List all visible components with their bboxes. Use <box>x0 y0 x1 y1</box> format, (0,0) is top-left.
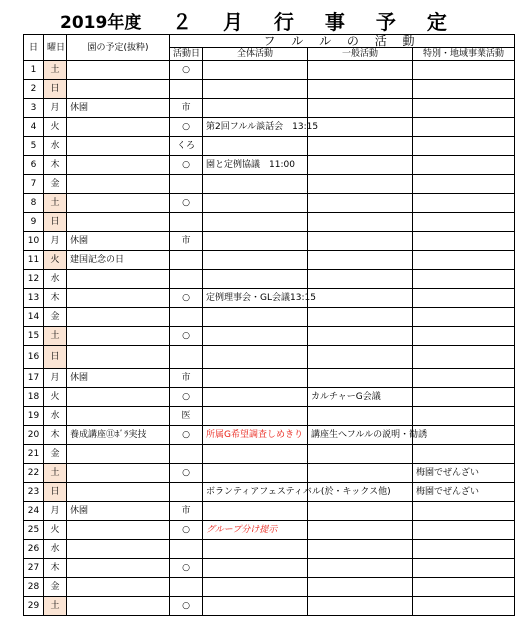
cell-special-activities <box>413 99 515 118</box>
cell-day: 2 <box>24 80 44 99</box>
cell-general-activities <box>308 464 413 483</box>
cell-special-activities <box>413 156 515 175</box>
cell-kindergarten <box>67 213 170 232</box>
cell-kindergarten <box>67 61 170 80</box>
cell-kindergarten <box>67 194 170 213</box>
cell-day: 16 <box>24 346 44 369</box>
cell-weekday: 火 <box>44 521 67 540</box>
cell-weekday: 月 <box>44 502 67 521</box>
cell-general-activities <box>308 61 413 80</box>
table-row <box>24 540 515 559</box>
cell-activity-day: くろ <box>170 137 203 156</box>
cell-activity-day: ○ <box>170 388 203 407</box>
cell-special-activities <box>413 118 515 137</box>
cell-all-activities <box>203 540 308 559</box>
cell-activity-day <box>170 483 203 502</box>
cell-special-activities <box>413 194 515 213</box>
cell-day: 13 <box>24 289 44 308</box>
schedule-body <box>24 61 515 616</box>
cell-weekday: 日 <box>44 213 67 232</box>
cell-weekday: 土 <box>44 327 67 346</box>
cell-kindergarten <box>67 388 170 407</box>
cell-general-activities <box>308 137 413 156</box>
table-row <box>24 80 515 99</box>
cell-kindergarten <box>67 308 170 327</box>
table-row <box>24 194 515 213</box>
cell-general-activities <box>308 156 413 175</box>
cell-weekday: 日 <box>44 80 67 99</box>
cell-general-activities: カルチャーG会議 <box>308 388 413 407</box>
cell-special-activities <box>413 445 515 464</box>
table-row <box>24 327 515 346</box>
schedule-table <box>23 34 515 616</box>
cell-activity-day: ○ <box>170 194 203 213</box>
table-row <box>24 388 515 407</box>
cell-general-activities <box>308 369 413 388</box>
table-row <box>24 308 515 327</box>
cell-general-activities <box>308 445 413 464</box>
cell-kindergarten <box>67 327 170 346</box>
cell-special-activities <box>413 175 515 194</box>
cell-activity-day: 市 <box>170 369 203 388</box>
cell-weekday: 土 <box>44 61 67 80</box>
table-row <box>24 483 515 502</box>
cell-general-activities <box>308 118 413 137</box>
cell-kindergarten <box>67 137 170 156</box>
cell-special-activities <box>413 346 515 369</box>
cell-weekday: 金 <box>44 308 67 327</box>
table-row <box>24 61 515 80</box>
cell-special-activities <box>413 251 515 270</box>
table-row <box>24 597 515 616</box>
cell-special-activities <box>413 407 515 426</box>
cell-all-activities <box>203 175 308 194</box>
table-row <box>24 137 515 156</box>
cell-all-activities <box>203 99 308 118</box>
cell-all-activities <box>203 445 308 464</box>
table-row <box>24 464 515 483</box>
table-row <box>24 213 515 232</box>
cell-activity-day: ○ <box>170 426 203 445</box>
table-row <box>24 559 515 578</box>
cell-kindergarten <box>67 289 170 308</box>
cell-day: 15 <box>24 327 44 346</box>
cell-all-activities <box>203 407 308 426</box>
cell-activity-day <box>170 578 203 597</box>
cell-all-activities <box>203 80 308 99</box>
cell-weekday: 水 <box>44 540 67 559</box>
cell-special-activities <box>413 270 515 289</box>
cell-all-activities <box>203 559 308 578</box>
cell-day: 4 <box>24 118 44 137</box>
cell-special-activities <box>413 61 515 80</box>
cell-all-activities <box>203 502 308 521</box>
cell-weekday: 土 <box>44 194 67 213</box>
cell-activity-day: ○ <box>170 156 203 175</box>
cell-activity-day <box>170 270 203 289</box>
cell-weekday: 火 <box>44 388 67 407</box>
cell-weekday: 日 <box>44 483 67 502</box>
cell-day: 9 <box>24 213 44 232</box>
cell-kindergarten <box>67 407 170 426</box>
cell-activity-day: ○ <box>170 559 203 578</box>
table-row <box>24 521 515 540</box>
cell-kindergarten <box>67 521 170 540</box>
cell-day: 11 <box>24 251 44 270</box>
cell-kindergarten <box>67 118 170 137</box>
cell-special-activities <box>413 369 515 388</box>
cell-activity-day: ○ <box>170 597 203 616</box>
cell-kindergarten: 休園 <box>67 99 170 118</box>
cell-day: 19 <box>24 407 44 426</box>
cell-day: 27 <box>24 559 44 578</box>
table-row <box>24 346 515 369</box>
cell-weekday: 木 <box>44 156 67 175</box>
cell-all-activities <box>203 194 308 213</box>
cell-weekday: 水 <box>44 137 67 156</box>
cell-weekday: 月 <box>44 232 67 251</box>
cell-day: 8 <box>24 194 44 213</box>
cell-all-activities <box>203 388 308 407</box>
cell-day: 12 <box>24 270 44 289</box>
cell-all-activities <box>203 251 308 270</box>
cell-kindergarten: 養成講座⑪ﾎﾞﾗ実技 <box>67 426 170 445</box>
cell-activity-day: ○ <box>170 464 203 483</box>
cell-general-activities <box>308 308 413 327</box>
cell-day: 7 <box>24 175 44 194</box>
cell-all-activities <box>203 597 308 616</box>
cell-general-activities <box>308 99 413 118</box>
cell-all-activities: ボランティアフェスティバル(於・キックス他) <box>203 483 308 502</box>
table-row <box>24 289 515 308</box>
cell-weekday: 土 <box>44 597 67 616</box>
cell-weekday: 木 <box>44 426 67 445</box>
table-row <box>24 502 515 521</box>
cell-general-activities <box>308 346 413 369</box>
cell-day: 20 <box>24 426 44 445</box>
cell-special-activities <box>413 232 515 251</box>
cell-kindergarten: 休園 <box>67 369 170 388</box>
cell-general-activities <box>308 559 413 578</box>
cell-activity-day: 医 <box>170 407 203 426</box>
cell-weekday: 火 <box>44 251 67 270</box>
cell-general-activities <box>308 597 413 616</box>
cell-general-activities <box>308 578 413 597</box>
cell-special-activities <box>413 388 515 407</box>
cell-day: 28 <box>24 578 44 597</box>
document-title <box>0 6 532 34</box>
cell-general-activities <box>308 407 413 426</box>
cell-activity-day: ○ <box>170 327 203 346</box>
table-row <box>24 232 515 251</box>
cell-special-activities <box>413 137 515 156</box>
cell-general-activities <box>308 175 413 194</box>
cell-special-activities <box>413 426 515 445</box>
cell-weekday: 土 <box>44 464 67 483</box>
cell-kindergarten <box>67 540 170 559</box>
cell-all-activities: 第2回フルル談話会 13:15 <box>203 118 308 137</box>
cell-all-activities: 園と定例協議 11:00 <box>203 156 308 175</box>
cell-all-activities <box>203 369 308 388</box>
cell-general-activities <box>308 80 413 99</box>
header-kindergarten-schedule: 園の予定(抜粋) <box>67 35 170 61</box>
cell-all-activities <box>203 308 308 327</box>
cell-day: 10 <box>24 232 44 251</box>
cell-activity-day: 市 <box>170 502 203 521</box>
cell-all-activities <box>203 578 308 597</box>
cell-weekday: 木 <box>44 289 67 308</box>
cell-general-activities: 講座生へフルルの説明・勧誘 <box>308 426 413 445</box>
cell-activity-day <box>170 445 203 464</box>
cell-activity-day <box>170 540 203 559</box>
cell-all-activities <box>203 464 308 483</box>
cell-day: 24 <box>24 502 44 521</box>
cell-day: 6 <box>24 156 44 175</box>
cell-activity-day: ○ <box>170 289 203 308</box>
cell-general-activities <box>308 213 413 232</box>
cell-all-activities: グループ分け提示 <box>203 521 308 540</box>
cell-weekday: 金 <box>44 175 67 194</box>
table-row <box>24 578 515 597</box>
cell-kindergarten: 休園 <box>67 502 170 521</box>
header-activity-day: 活動日 <box>170 48 203 61</box>
cell-weekday: 木 <box>44 559 67 578</box>
cell-kindergarten: 建国記念の日 <box>67 251 170 270</box>
cell-general-activities <box>308 502 413 521</box>
cell-day: 22 <box>24 464 44 483</box>
cell-general-activities <box>308 289 413 308</box>
cell-day: 3 <box>24 99 44 118</box>
cell-general-activities <box>308 521 413 540</box>
header-all-activities: 全体活動 <box>203 48 308 61</box>
cell-special-activities <box>413 578 515 597</box>
cell-kindergarten <box>67 483 170 502</box>
table-row <box>24 175 515 194</box>
cell-activity-day <box>170 346 203 369</box>
cell-special-activities <box>413 308 515 327</box>
cell-special-activities <box>413 521 515 540</box>
cell-kindergarten <box>67 559 170 578</box>
cell-weekday: 日 <box>44 346 67 369</box>
cell-kindergarten <box>67 597 170 616</box>
cell-activity-day: 市 <box>170 99 203 118</box>
cell-activity-day: ○ <box>170 521 203 540</box>
cell-special-activities <box>413 80 515 99</box>
cell-day: 21 <box>24 445 44 464</box>
cell-all-activities <box>203 137 308 156</box>
table-row <box>24 445 515 464</box>
page-title: ２ 月 行 事 予 定 <box>172 10 459 34</box>
cell-all-activities <box>203 327 308 346</box>
header-fururu-activities: フ ル ル の 活 動 <box>170 35 515 48</box>
cell-weekday: 水 <box>44 270 67 289</box>
cell-special-activities: 梅園でぜんざい <box>413 483 515 502</box>
cell-general-activities <box>308 540 413 559</box>
cell-weekday: 火 <box>44 118 67 137</box>
cell-activity-day: ○ <box>170 61 203 80</box>
cell-kindergarten <box>67 80 170 99</box>
cell-activity-day: ○ <box>170 118 203 137</box>
cell-activity-day <box>170 308 203 327</box>
table-row <box>24 118 515 137</box>
cell-special-activities <box>413 327 515 346</box>
cell-activity-day <box>170 80 203 99</box>
cell-day: 29 <box>24 597 44 616</box>
table-row <box>24 156 515 175</box>
cell-day: 25 <box>24 521 44 540</box>
cell-general-activities <box>308 270 413 289</box>
cell-all-activities <box>203 346 308 369</box>
cell-day: 17 <box>24 369 44 388</box>
table-row <box>24 407 515 426</box>
cell-kindergarten <box>67 464 170 483</box>
cell-general-activities <box>308 194 413 213</box>
header-general-activities: 一般活動 <box>308 48 413 61</box>
cell-kindergarten <box>67 445 170 464</box>
header-special-activities: 特別・地域事業活動 <box>413 48 515 61</box>
cell-special-activities <box>413 559 515 578</box>
table-row <box>24 270 515 289</box>
cell-all-activities: 定例理事会・GL会議13:15 <box>203 289 308 308</box>
cell-day: 23 <box>24 483 44 502</box>
fiscal-year: 2019年度 <box>60 13 142 33</box>
cell-weekday: 金 <box>44 578 67 597</box>
cell-general-activities <box>308 251 413 270</box>
cell-day: 26 <box>24 540 44 559</box>
cell-special-activities <box>413 597 515 616</box>
cell-weekday: 月 <box>44 99 67 118</box>
table-row <box>24 369 515 388</box>
cell-all-activities <box>203 232 308 251</box>
cell-kindergarten <box>67 175 170 194</box>
cell-special-activities <box>413 502 515 521</box>
cell-kindergarten: 休園 <box>67 232 170 251</box>
header-weekday: 曜日 <box>44 35 67 61</box>
cell-special-activities <box>413 540 515 559</box>
cell-kindergarten <box>67 578 170 597</box>
table-row <box>24 251 515 270</box>
cell-general-activities <box>308 232 413 251</box>
cell-special-activities <box>413 289 515 308</box>
cell-all-activities <box>203 213 308 232</box>
cell-weekday: 水 <box>44 407 67 426</box>
cell-all-activities <box>203 61 308 80</box>
cell-general-activities <box>308 327 413 346</box>
cell-kindergarten <box>67 156 170 175</box>
cell-activity-day: 市 <box>170 232 203 251</box>
cell-weekday: 月 <box>44 369 67 388</box>
cell-special-activities <box>413 213 515 232</box>
cell-activity-day <box>170 175 203 194</box>
cell-all-activities: 所属G希望調査しめきり <box>203 426 308 445</box>
cell-special-activities: 梅園でぜんざい <box>413 464 515 483</box>
cell-day: 1 <box>24 61 44 80</box>
header-day: 日 <box>24 35 44 61</box>
cell-kindergarten <box>67 346 170 369</box>
cell-weekday: 金 <box>44 445 67 464</box>
cell-activity-day <box>170 213 203 232</box>
cell-day: 18 <box>24 388 44 407</box>
cell-activity-day <box>170 251 203 270</box>
table-row <box>24 426 515 445</box>
cell-day: 14 <box>24 308 44 327</box>
cell-all-activities <box>203 270 308 289</box>
table-row <box>24 99 515 118</box>
cell-kindergarten <box>67 270 170 289</box>
cell-day: 5 <box>24 137 44 156</box>
